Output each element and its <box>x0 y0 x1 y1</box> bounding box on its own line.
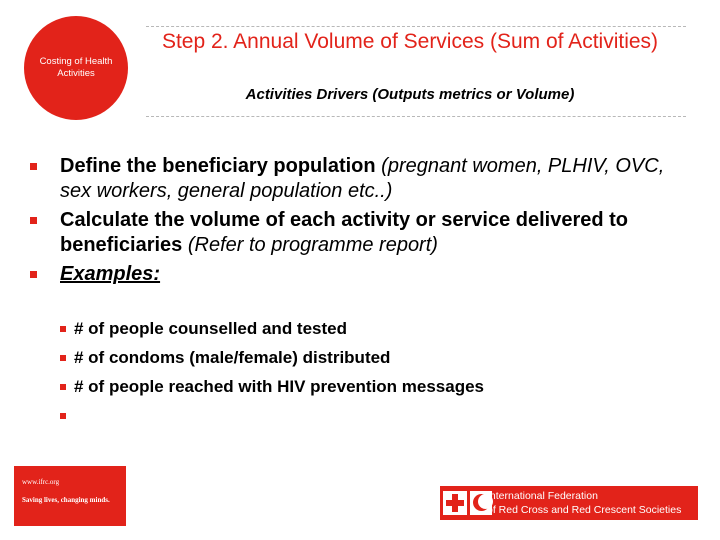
sub-bullet-square-icon <box>60 355 66 361</box>
example-item <box>74 376 694 398</box>
bullet-strong-text: Calculate the volume of each activity or service delivered to beneficiaries <box>60 209 628 256</box>
slide-subtitle: Activities Drivers (Outputs metrics or Volume) <box>245 86 575 103</box>
bullet-item <box>60 154 700 204</box>
header-divider-top <box>146 26 686 27</box>
example-item <box>74 318 694 340</box>
header-divider-bottom <box>146 116 686 117</box>
topic-badge-text: Costing of Health Activities <box>39 56 113 79</box>
ifrc-logo-text <box>487 489 697 517</box>
example-text: # of people counselled and tested <box>74 319 347 338</box>
ifrc-name-line2: of Red Cross and Red Crescent Societies <box>487 504 682 516</box>
examples-heading: Examples: <box>60 263 161 285</box>
footer <box>0 466 720 540</box>
example-item <box>74 405 694 427</box>
bullet-square-icon <box>30 163 37 170</box>
bullet-note-text: (pregnant women, PLHIV, OVC, sex workers, general population etc..) <box>60 155 665 202</box>
footer-slogan: Saving lives, changing minds. <box>22 496 110 504</box>
example-text: # of people reached with HIV prevention messages <box>74 377 485 396</box>
sub-bullet-square-icon <box>60 326 66 332</box>
bullet-square-icon <box>30 271 37 278</box>
examples-list <box>74 318 694 434</box>
footer-url: www.ifrc.org <box>22 478 60 486</box>
ifrc-logo <box>440 486 698 520</box>
bullet-note-text: (Refer to programme report) <box>187 234 438 256</box>
sub-bullet-square-icon <box>60 384 66 390</box>
slide-title: Step 2. Annual Volume of Services (Sum of Activities) <box>161 30 659 53</box>
bullet-item <box>60 208 700 258</box>
red-cross-icon <box>443 491 467 515</box>
bullet-item <box>60 262 700 287</box>
bullet-square-icon <box>30 217 37 224</box>
main-bullet-list <box>60 154 700 291</box>
topic-badge <box>24 16 128 120</box>
example-item <box>74 347 694 369</box>
footer-brand-strip <box>14 466 126 526</box>
bullet-strong-text: Define the beneficiary population <box>60 155 376 177</box>
sub-bullet-square-icon <box>60 413 66 419</box>
example-text: # of condoms (male/female) distributed <box>74 348 391 367</box>
ifrc-name-line1: International Federation <box>487 490 598 502</box>
